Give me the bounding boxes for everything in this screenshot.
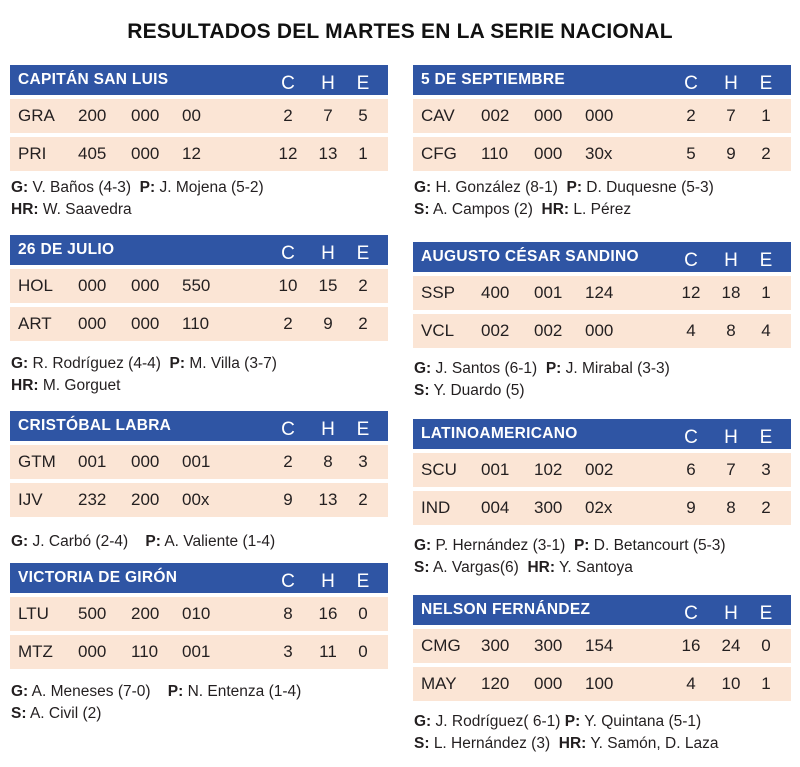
errors-value: 2 — [761, 144, 771, 163]
team-code: CMG — [421, 636, 461, 655]
innings-7-9: 00 — [182, 106, 201, 125]
homerun-hitters: Y. Samón, D. Laza — [590, 735, 719, 752]
hits-header: H — [724, 250, 738, 271]
hits-value: 9 — [323, 314, 333, 333]
runs-value: 4 — [686, 321, 696, 340]
homerun-label: HR: — [527, 559, 555, 576]
game-header — [413, 419, 791, 449]
team-row — [413, 137, 791, 171]
runs-value: 10 — [278, 276, 298, 295]
loser-label: P: — [545, 360, 562, 377]
innings-7-9: 100 — [585, 674, 614, 693]
innings-4-6: 002 — [534, 321, 563, 340]
innings-1-3: 001 — [481, 460, 510, 479]
hits-value: 8 — [323, 452, 333, 471]
innings-7-9: 000 — [585, 106, 614, 125]
runs-value: 8 — [283, 604, 293, 623]
innings-4-6: 000 — [131, 452, 160, 471]
team-code: ART — [18, 314, 52, 333]
team-row — [10, 307, 388, 341]
hits-value: 15 — [318, 276, 338, 295]
save-pitcher: A. Vargas(6) — [432, 559, 519, 576]
errors-header: E — [356, 571, 370, 592]
save-label: S: — [11, 705, 27, 722]
hits-value: 18 — [721, 283, 741, 302]
extras-line — [413, 380, 791, 402]
save-pitcher: A. Campos (2) — [432, 201, 533, 218]
homerun-hitters: M. Gorguet — [42, 377, 121, 394]
runs-value: 12 — [681, 283, 701, 302]
team-row — [413, 314, 791, 348]
loser-label: P: — [169, 355, 186, 372]
innings-7-9: 000 — [585, 321, 614, 340]
runs-value: 3 — [283, 642, 293, 661]
team-row — [413, 667, 791, 701]
runs-value: 2 — [283, 452, 293, 471]
hits-header: H — [321, 571, 335, 592]
venue-name: CAPITÁN SAN LUIS — [18, 71, 169, 88]
hits-value: 16 — [318, 604, 338, 623]
innings-7-9: 30x — [585, 144, 613, 163]
hits-header: H — [724, 603, 738, 624]
innings-7-9: 002 — [585, 460, 614, 479]
losing-pitcher: D. Betancourt (5-3) — [593, 537, 726, 554]
runs-value: 6 — [686, 460, 696, 479]
venue-name: AUGUSTO CÉSAR SANDINO — [421, 248, 639, 265]
runs-value: 2 — [283, 314, 293, 333]
homerun-hitters: L. Pérez — [573, 201, 632, 218]
venue-name: LATINOAMERICANO — [421, 425, 578, 442]
innings-1-3: 405 — [78, 144, 107, 163]
game-box-26-de-julio — [10, 235, 388, 397]
game-header — [413, 595, 791, 625]
runs-header: C — [281, 419, 295, 440]
team-code: VCL — [421, 321, 455, 340]
winner-label: G: — [414, 537, 432, 554]
save-label: S: — [414, 559, 430, 576]
hits-value: 13 — [318, 490, 338, 509]
pitchers-line — [413, 177, 791, 199]
innings-4-6: 000 — [534, 674, 563, 693]
venue-name: 26 DE JULIO — [18, 241, 115, 258]
game-box-capitan-san-luis — [10, 65, 388, 221]
losing-pitcher: Y. Quintana (5-1) — [584, 713, 702, 730]
runs-header: C — [684, 603, 698, 624]
extras-line — [10, 703, 388, 725]
innings-7-9: 010 — [182, 604, 211, 623]
hits-value: 8 — [726, 321, 736, 340]
innings-7-9: 124 — [585, 283, 614, 302]
innings-1-3: 001 — [78, 452, 107, 471]
innings-7-9: 154 — [585, 636, 614, 655]
winning-pitcher: J. Santos (6-1) — [435, 360, 538, 377]
innings-1-3: 000 — [78, 276, 107, 295]
winning-pitcher: R. Rodríguez (4-4) — [32, 355, 161, 372]
save-pitcher: L. Hernández (3) — [433, 735, 551, 752]
winning-pitcher: V. Baños (4-3) — [32, 179, 132, 196]
team-row — [10, 635, 388, 669]
errors-value: 3 — [761, 460, 771, 479]
winning-pitcher: A. Meneses (7-0) — [31, 683, 151, 700]
innings-1-3: 120 — [481, 674, 510, 693]
innings-7-9: 02x — [585, 498, 613, 517]
team-row — [413, 453, 791, 487]
page-title: RESULTADOS DEL MARTES EN LA SERIE NACIONAL — [127, 20, 673, 43]
loser-label: P: — [145, 533, 161, 550]
hits-header: H — [724, 73, 738, 94]
runs-header: C — [281, 571, 295, 592]
innings-4-6: 001 — [534, 283, 563, 302]
innings-4-6: 000 — [534, 106, 563, 125]
errors-value: 2 — [358, 490, 368, 509]
team-code: PRI — [18, 144, 47, 163]
team-code: IJV — [18, 490, 43, 509]
errors-value: 0 — [761, 636, 771, 655]
team-row — [10, 597, 388, 631]
pitchers-line — [10, 531, 388, 553]
game-box-cristobal-labra — [10, 411, 388, 553]
game-box-victoria-de-giron — [10, 563, 388, 725]
winner-label: G: — [11, 683, 29, 700]
innings-7-9: 12 — [182, 144, 201, 163]
save-label: S: — [414, 382, 430, 399]
pitchers-line — [413, 358, 791, 380]
losing-pitcher: N. Entenza (1-4) — [187, 683, 302, 700]
errors-header: E — [356, 73, 370, 94]
extras-line — [10, 375, 388, 397]
winner-label: G: — [11, 355, 29, 372]
innings-1-3: 000 — [78, 642, 107, 661]
hits-header: H — [321, 243, 335, 264]
errors-value: 1 — [358, 144, 368, 163]
pitchers-line — [10, 177, 388, 199]
team-code: LTU — [18, 604, 49, 623]
team-code: GTM — [18, 452, 56, 471]
losing-pitcher: J. Mirabal (3-3) — [565, 360, 670, 377]
team-code: GRA — [18, 106, 55, 125]
losing-pitcher: A. Valiente (1-4) — [164, 533, 276, 550]
hits-header: H — [321, 73, 335, 94]
innings-4-6: 000 — [131, 314, 160, 333]
winning-pitcher: H. González (8-1) — [435, 179, 558, 196]
errors-header: E — [356, 419, 370, 440]
team-row — [413, 99, 791, 133]
hits-value: 10 — [721, 674, 741, 693]
game-box-5-de-septiembre — [413, 65, 791, 221]
hits-value: 8 — [726, 498, 736, 517]
innings-1-3: 300 — [481, 636, 510, 655]
errors-value: 2 — [358, 314, 368, 333]
runs-value: 9 — [686, 498, 696, 517]
hits-value: 24 — [721, 636, 741, 655]
game-header — [10, 65, 388, 95]
innings-4-6: 110 — [131, 642, 159, 661]
extras-line — [413, 733, 791, 755]
runs-header: C — [281, 243, 295, 264]
runs-value: 2 — [283, 106, 293, 125]
innings-4-6: 000 — [534, 144, 563, 163]
save-label: S: — [414, 735, 430, 752]
extras-line — [10, 199, 388, 221]
loser-label: P: — [564, 713, 581, 730]
errors-value: 1 — [761, 674, 771, 693]
errors-value: 1 — [761, 283, 771, 302]
errors-value: 2 — [761, 498, 771, 517]
hits-value: 7 — [726, 460, 736, 479]
team-code: CFG — [421, 144, 457, 163]
team-code: MTZ — [18, 642, 53, 661]
team-row — [413, 629, 791, 663]
runs-header: C — [684, 73, 698, 94]
venue-name: 5 DE SEPTIEMBRE — [421, 71, 566, 88]
homerun-label: HR: — [11, 377, 39, 394]
innings-1-3: 000 — [78, 314, 107, 333]
extras-line — [413, 557, 791, 579]
losing-pitcher: M. Villa (3-7) — [189, 355, 277, 372]
loser-label: P: — [566, 179, 582, 196]
innings-7-9: 001 — [182, 642, 211, 661]
winner-label: G: — [11, 179, 29, 196]
innings-4-6: 000 — [131, 276, 160, 295]
loser-label: P: — [167, 683, 184, 700]
errors-header: E — [759, 250, 773, 271]
game-box-nelson-fernandez — [413, 595, 791, 755]
innings-4-6: 300 — [534, 498, 563, 517]
innings-4-6: 200 — [131, 490, 160, 509]
errors-header: E — [759, 427, 773, 448]
runs-value: 9 — [283, 490, 293, 509]
errors-value: 0 — [358, 642, 368, 661]
losing-pitcher: D. Duquesne (5-3) — [586, 179, 714, 196]
losing-pitcher: J. Mojena (5-2) — [159, 179, 264, 196]
innings-1-3: 500 — [78, 604, 107, 623]
team-code: SSP — [421, 283, 456, 302]
winner-label: G: — [414, 713, 432, 730]
loser-label: P: — [139, 179, 156, 196]
venue-name: VICTORIA DE GIRÓN — [18, 569, 178, 586]
venue-name: NELSON FERNÁNDEZ — [421, 601, 591, 618]
innings-7-9: 550 — [182, 276, 211, 295]
game-header — [413, 242, 791, 272]
innings-1-3: 004 — [481, 498, 510, 517]
innings-4-6: 000 — [131, 144, 160, 163]
innings-7-9: 00x — [182, 490, 210, 509]
runs-value: 5 — [686, 144, 696, 163]
hits-value: 13 — [318, 144, 338, 163]
innings-1-3: 200 — [78, 106, 107, 125]
homerun-label: HR: — [11, 201, 39, 218]
hits-value: 11 — [319, 642, 337, 661]
innings-1-3: 002 — [481, 321, 510, 340]
innings-4-6: 102 — [534, 460, 563, 479]
hits-header: H — [321, 419, 335, 440]
homerun-label: HR: — [558, 735, 587, 752]
team-row — [413, 491, 791, 525]
loser-label: P: — [573, 537, 590, 554]
homerun-label: HR: — [541, 201, 570, 218]
extras-line — [413, 199, 791, 221]
team-code: IND — [421, 498, 451, 517]
runs-header: C — [684, 250, 698, 271]
game-header — [10, 563, 388, 593]
runs-header: C — [281, 73, 295, 94]
errors-value: 2 — [358, 276, 368, 295]
homerun-hitters: W. Saavedra — [42, 201, 132, 218]
innings-1-3: 232 — [78, 490, 107, 509]
runs-value: 4 — [686, 674, 696, 693]
team-code: MAY — [421, 674, 457, 693]
team-row — [10, 269, 388, 303]
pitchers-line — [413, 711, 791, 733]
innings-4-6: 300 — [534, 636, 563, 655]
errors-value: 5 — [358, 106, 368, 125]
game-box-latinoamericano — [413, 419, 791, 579]
innings-7-9: 110 — [182, 314, 210, 333]
winning-pitcher: J. Carbó (2-4) — [32, 533, 129, 550]
save-pitcher: A. Civil (2) — [29, 705, 102, 722]
save-pitcher: Y. Duardo (5) — [433, 382, 525, 399]
runs-header: C — [684, 427, 698, 448]
winner-label: G: — [414, 179, 432, 196]
hits-value: 9 — [726, 144, 736, 163]
runs-value: 16 — [681, 636, 701, 655]
errors-header: E — [356, 243, 370, 264]
pitchers-line — [10, 681, 388, 703]
winner-label: G: — [414, 360, 432, 377]
errors-header: E — [759, 603, 773, 624]
innings-1-3: 110 — [481, 144, 509, 163]
team-row — [413, 276, 791, 310]
pitchers-line — [413, 535, 791, 557]
innings-1-3: 002 — [481, 106, 510, 125]
innings-4-6: 200 — [131, 604, 160, 623]
team-code: SCU — [421, 460, 457, 479]
errors-value: 1 — [761, 106, 771, 125]
team-row — [10, 483, 388, 517]
runs-value: 12 — [278, 144, 298, 163]
homerun-hitters: Y. Santoya — [559, 559, 633, 576]
game-box-augusto-cesar-sandino — [413, 242, 791, 402]
team-row — [10, 99, 388, 133]
runs-value: 2 — [686, 106, 696, 125]
hits-value: 7 — [726, 106, 736, 125]
team-code: CAV — [421, 106, 455, 125]
save-label: S: — [414, 201, 430, 218]
team-code: HOL — [18, 276, 53, 295]
team-row — [10, 137, 388, 171]
innings-7-9: 001 — [182, 452, 211, 471]
errors-value: 3 — [358, 452, 368, 471]
pitchers-line — [10, 353, 388, 375]
winning-pitcher: P. Hernández (3-1) — [435, 537, 566, 554]
hits-header: H — [724, 427, 738, 448]
winner-label: G: — [11, 533, 29, 550]
errors-header: E — [759, 73, 773, 94]
venue-name: CRISTÓBAL LABRA — [18, 417, 172, 434]
game-header — [10, 235, 388, 265]
winning-pitcher: J. Rodríguez( 6-1) — [435, 713, 561, 730]
game-header — [10, 411, 388, 441]
game-header — [413, 65, 791, 95]
errors-value: 4 — [761, 321, 771, 340]
team-row — [10, 445, 388, 479]
innings-4-6: 000 — [131, 106, 160, 125]
hits-value: 7 — [323, 106, 333, 125]
errors-value: 0 — [358, 604, 368, 623]
innings-1-3: 400 — [481, 283, 510, 302]
